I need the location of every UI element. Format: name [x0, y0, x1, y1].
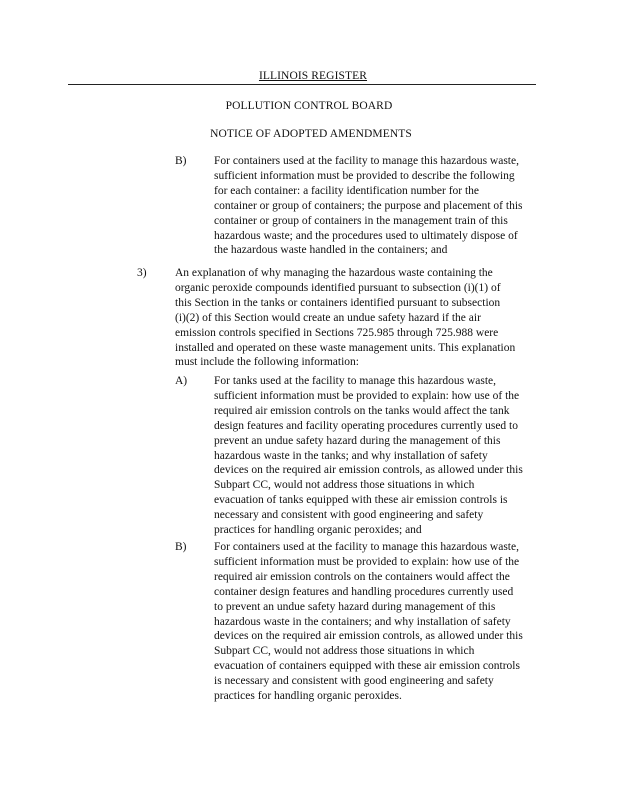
text-line: evacuation of tanks equipped with these air emission controls is: [214, 494, 508, 507]
text-line: sufficient information must be provided to explain: how use of the: [214, 555, 520, 568]
text-line: container or group of containers in the management train of this: [214, 214, 508, 227]
text-line: hazardous waste in the containers; and why installation of safety: [214, 615, 511, 628]
text-line: hazardous waste; and the procedures used to ultimately dispose of: [214, 229, 518, 242]
text-line: An explanation of why managing the hazardous waste containing the: [175, 267, 493, 279]
text-line: emission controls specified in Sections 725.985 through 725.988 were: [175, 326, 499, 339]
text-line: devices on the required air emission controls, as allowed under this: [214, 630, 523, 643]
item-text: [214, 154, 522, 258]
text-line: required air emission controls on the tanks would affect the tank: [214, 404, 510, 417]
header-rule: [68, 84, 536, 85]
text-line: (i)(2) of this Section would create an undue safety hazard if the air: [175, 311, 481, 324]
text-line: container design features and handling procedures currently used: [214, 585, 514, 598]
text-line: evacuation of containers equipped with these air emission controls: [214, 660, 520, 673]
text-line: container or group of containers; the purpose and placement of this: [214, 199, 523, 212]
item-label: B): [175, 155, 187, 167]
text-line: prevent an undue safety hazard during the management of this: [214, 434, 501, 447]
text-line: installed and operated on these waste management units. This explanation: [175, 341, 516, 354]
text-line: must include the following information:: [175, 356, 359, 369]
text-line: to prevent an undue safety hazard during management of this: [214, 600, 496, 613]
text-line: required air emission controls on the containers would affect the: [214, 570, 510, 583]
item-label: 3): [137, 267, 147, 279]
item-label: B): [175, 541, 187, 553]
text-line: For containers used at the facility to manage this hazardous waste,: [214, 541, 519, 553]
text-line: necessary and consistent with good engineering and safety: [214, 509, 484, 522]
text-line: For containers used at the facility to manage this hazardous waste,: [214, 155, 519, 167]
register-title-text: ILLINOIS REGISTER: [258, 70, 368, 82]
text-line: For tanks used at the facility to manage this hazardous waste,: [214, 375, 496, 387]
text-line: practices for handling organic peroxides; and: [214, 524, 422, 537]
board-title: POLLUTION CONTROL BOARD: [225, 100, 393, 112]
item-text: [175, 266, 515, 370]
text-line: this Section in the tanks or containers identified pursuant to subsection: [175, 296, 501, 309]
text-line: hazardous waste in the tanks; and why installation of safety: [214, 449, 488, 462]
text-line: for each container: a facility identification number for the: [214, 184, 480, 197]
text-line: is necessary and consistent with good engineering and safety: [214, 675, 494, 688]
notice-title: NOTICE OF ADOPTED AMENDMENTS: [210, 128, 412, 140]
text-line: organic peroxide compounds identified pursuant to subsection (i)(1) of: [175, 281, 501, 294]
register-title: [4, 70, 618, 82]
text-line: devices on the required air emission controls, as allowed under this: [214, 464, 523, 477]
item-text: [214, 374, 523, 538]
text-line: sufficient information must be provided to explain: how use of the: [214, 389, 520, 402]
item-label: A): [175, 375, 188, 387]
item-text: [214, 540, 523, 704]
text-line: design features and facility operating procedures currently used to: [214, 419, 518, 432]
text-line: the hazardous waste handled in the containers; and: [214, 244, 448, 257]
text-line: practices for handling organic peroxides.: [214, 690, 402, 703]
text-line: Subpart CC, would not address those situations in which: [214, 645, 475, 658]
text-line: sufficient information must be provided to describe the following: [214, 169, 515, 182]
text-line: Subpart CC, would not address those situations in which: [214, 479, 475, 492]
